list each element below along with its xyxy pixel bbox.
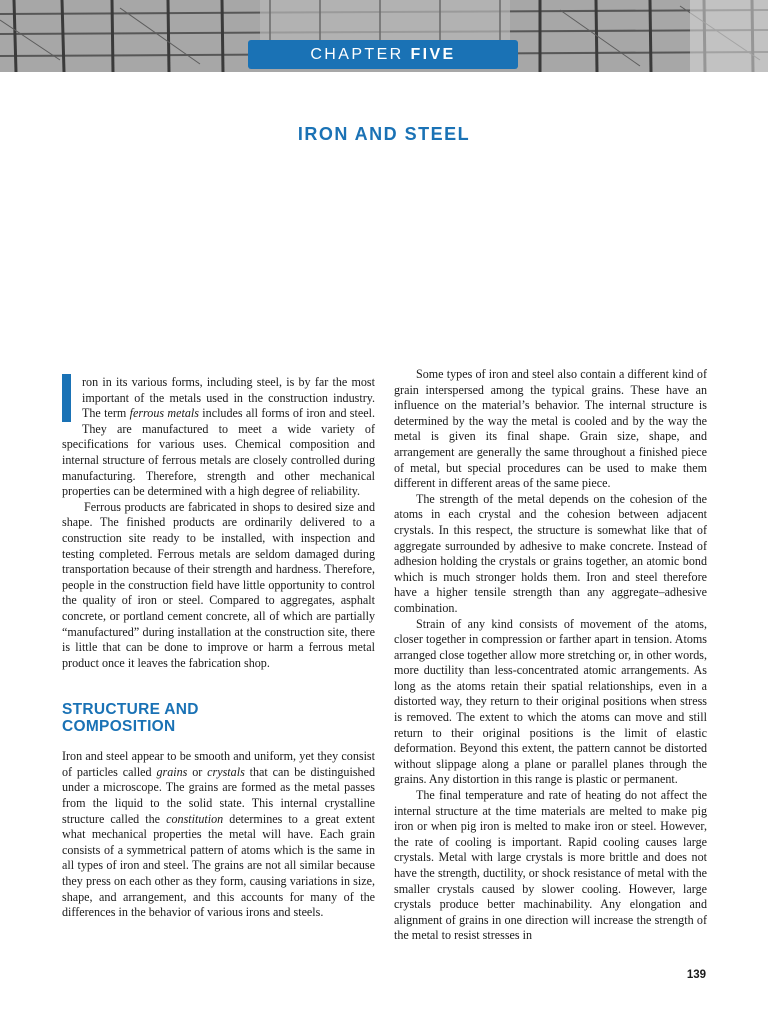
- chapter-label-number: FIVE: [410, 46, 456, 63]
- grains-text-start: Iron and steel appear to be smooth and uniform, yet they consist of particles called: [62, 749, 375, 779]
- section-heading-line1: STRUCTURE AND: [62, 701, 199, 719]
- grains-text-or: or: [187, 764, 208, 779]
- section-heading-line2: COMPOSITION: [62, 718, 176, 736]
- paragraph-ferrous-products: Ferrous products are fabricated in shops to desired size and shape. The finished products are ordinarily delivered to a construction site ready to be installed, with inspection and testing completed. Ferrous metals are seldom damaged during transportation because of their strength and hardness. Therefore, people in the construction field have little opportunity to control the quality of iron or steel. Compared to aggregates, asphalt concrete, or portland cement concrete, all of which are partially “manufactured” during installation at the construction site, there is little that can be done to improve or harm a ferrous metal product once it leaves the fabrication shop.: [62, 499, 375, 670]
- intro-text-end: includes all forms of iron and steel. They are manufactured to meet a wide variety of specifications for various uses. Chemical composition and internal structure of ferrous metals are closely controlled during manufacturing. Therefore, strength and other mechanical properties can be determined with a high degree of reliability.: [62, 406, 375, 499]
- grains-text-end: determines to a great extent what mechanical properties the metal will have. Each grain consists of a symmetrical pattern of atoms which is the same in all types of iron and steel. The grains are not all similar because they press on each other as they form, causing variations in size, shape, and arrangement, and this accounts for many of the differences in the behavior of various irons and steels.: [62, 811, 376, 920]
- left-column: [62, 375, 375, 921]
- chapter-label-prefix: CHAPTER: [310, 46, 404, 63]
- paragraph-strain: Strain of any kind consists of movement of the atoms, closer together in compression or farther apart in tension. Atoms arranged close together allow more stretching or, in other words, more ductility than less-concentrated atomic arrangements. As long as the atoms retain their spatial relationships, even in a distorted way, they return to their original positions when stress is removed. The extent to which the atoms can move and still return to their original positions is the limit of elastic deformation. Beyond this extent, the pattern cannot be distorted without slippage along a plane or parallel planes through the grains. Any distortion in this range is plastic or permanent.: [394, 616, 707, 787]
- chapter-title: IRON AND STEEL: [297, 124, 471, 144]
- paragraph-grain-types: Some types of iron and steel also contain a different kind of grain interspersed among the typical grains. These have an influence on the material’s behavior. The internal structure is determined by the way the metal is cooled and by the way the metal is given its final shape. Grain size, shape, and arrangement are generally the same throughout a finished piece of metal, but special procedures can be used to make them different in different areas of the same piece.: [394, 367, 707, 491]
- dropcap-bar: [62, 374, 71, 422]
- paragraph-strength-cohesion: The strength of the metal depends on the cohesion of the atoms in each crystal and the cohesion between adjacent crystals. In this respect, the structure is somewhat like that of aggregate surrounded by adhesive to make concrete. Instead of adhesion holding the crystals or grains together, an atomic bond which is much stronger holds them. Iron and steel therefore have a higher tensile strength than any aggregate–adhesive combination.: [394, 491, 707, 615]
- term-constitution: constitution: [166, 811, 224, 826]
- grains-text-mid: that can be distinguished under a microscope. The grains are formed as the metal passes from the liquid to the solid state. This internal crystalline structure called the: [62, 764, 376, 826]
- section-heading-structure-composition: [62, 701, 375, 735]
- paragraph-grains: [62, 749, 375, 921]
- right-column: [394, 367, 707, 944]
- chapter-label: [248, 40, 518, 69]
- term-crystals: crystals: [207, 764, 245, 779]
- intro-term-ferrous-metals: ferrous metals: [129, 406, 199, 421]
- intro-paragraph: [62, 375, 375, 500]
- intro-text-start: ron in its various forms, including steel, is by far the most important of the metals used in the construction industry. The term: [82, 375, 375, 421]
- term-grains: grains: [156, 764, 188, 779]
- page-number: 139: [686, 969, 706, 981]
- paragraph-cooling: The final temperature and rate of heating do not affect the internal structure at the time materials are melted to make pig iron or when pig iron is melted to make iron or steel. However, the rate of cooling is important. Rapid cooling causes large crystals. Metal with large crystals is more brittle and does not have the strength, ductility, or shock resistance of metal with the smaller crystals caused by slower cooling. However, large crystals produce better machinability. Any elongation and alignment of grains in one direction will increase the strength of the metal to resist stresses in: [394, 788, 707, 943]
